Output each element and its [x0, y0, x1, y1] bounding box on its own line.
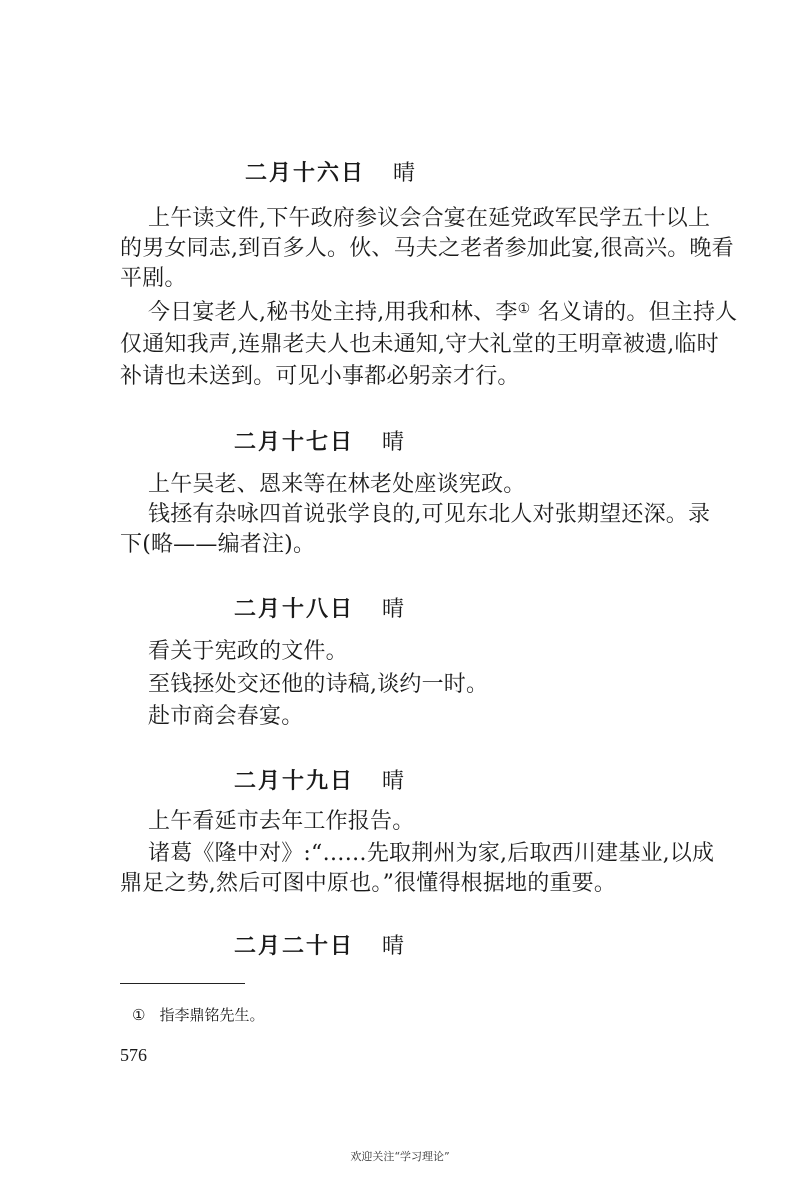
body-text: 名义请的。但主持人 [537, 300, 738, 325]
body-line: 仅通知我声,连鼎老夫人也未通知,守大礼堂的王明章被遗,临时 [120, 332, 719, 357]
entry-heading [245, 156, 418, 187]
entry-weather: 晴 [382, 430, 408, 455]
body-line: 上午看延市去年工作报告。 [148, 809, 415, 834]
body-line: 鼎足之势,然后可图中原也。”很懂得根据地的重要。 [120, 871, 617, 896]
entry-heading [234, 425, 407, 456]
body-line: 诸葛《隆中对》:“……先取荆州为家,后取西川建基业,以成 [148, 841, 715, 866]
body-line: 上午吴老、恩来等在林老处座谈宪政。 [148, 472, 526, 497]
entry-date: 二月十九日 [234, 769, 355, 794]
body-text: 今日宴老人,秘书处主持,用我和林、李 [148, 300, 518, 325]
footnote-ref: ① [517, 301, 531, 317]
entry-date: 二月十七日 [234, 430, 355, 455]
footnote [132, 1004, 264, 1025]
entry-date: 二月十八日 [234, 597, 355, 622]
body-line: 下(略——编者注)。 [120, 532, 316, 557]
body-line: 赴市商会春宴。 [148, 704, 304, 729]
entry-date: 二月二十日 [234, 934, 355, 959]
page-number: 576 [120, 1045, 147, 1065]
watermark-text: 欢迎关注“学习理论” [350, 1150, 450, 1163]
footnote-marker: ① [132, 1006, 146, 1024]
body-line: 钱拯有杂咏四首说张学良的,可见东北人对张期望还深。录 [148, 502, 711, 527]
entry-weather: 晴 [382, 769, 408, 794]
entry-heading [234, 764, 407, 795]
entry-heading [234, 929, 407, 960]
entry-heading [234, 592, 407, 623]
body-line: 上午读文件,下午政府参议会合宴在延党政军民学五十以上 [148, 206, 711, 231]
body-line: 平剧。 [120, 266, 187, 291]
body-line [148, 295, 737, 326]
footnote-text: 指李鼎铭先生。 [159, 1006, 265, 1024]
body-line: 补请也未送到。可见小事都必躬亲才行。 [120, 364, 520, 389]
body-line: 看关于宪政的文件。 [148, 639, 348, 664]
footnote-divider [120, 983, 245, 984]
entry-weather: 晴 [393, 161, 419, 186]
entry-weather: 晴 [382, 934, 408, 959]
body-line: 的男女同志,到百多人。伙、马夫之老者参加此宴,很高兴。晚看 [120, 236, 734, 261]
entry-date: 二月十六日 [245, 161, 366, 186]
body-line: 至钱拯处交还他的诗稿,谈约一时。 [148, 672, 489, 697]
entry-weather: 晴 [382, 597, 408, 622]
